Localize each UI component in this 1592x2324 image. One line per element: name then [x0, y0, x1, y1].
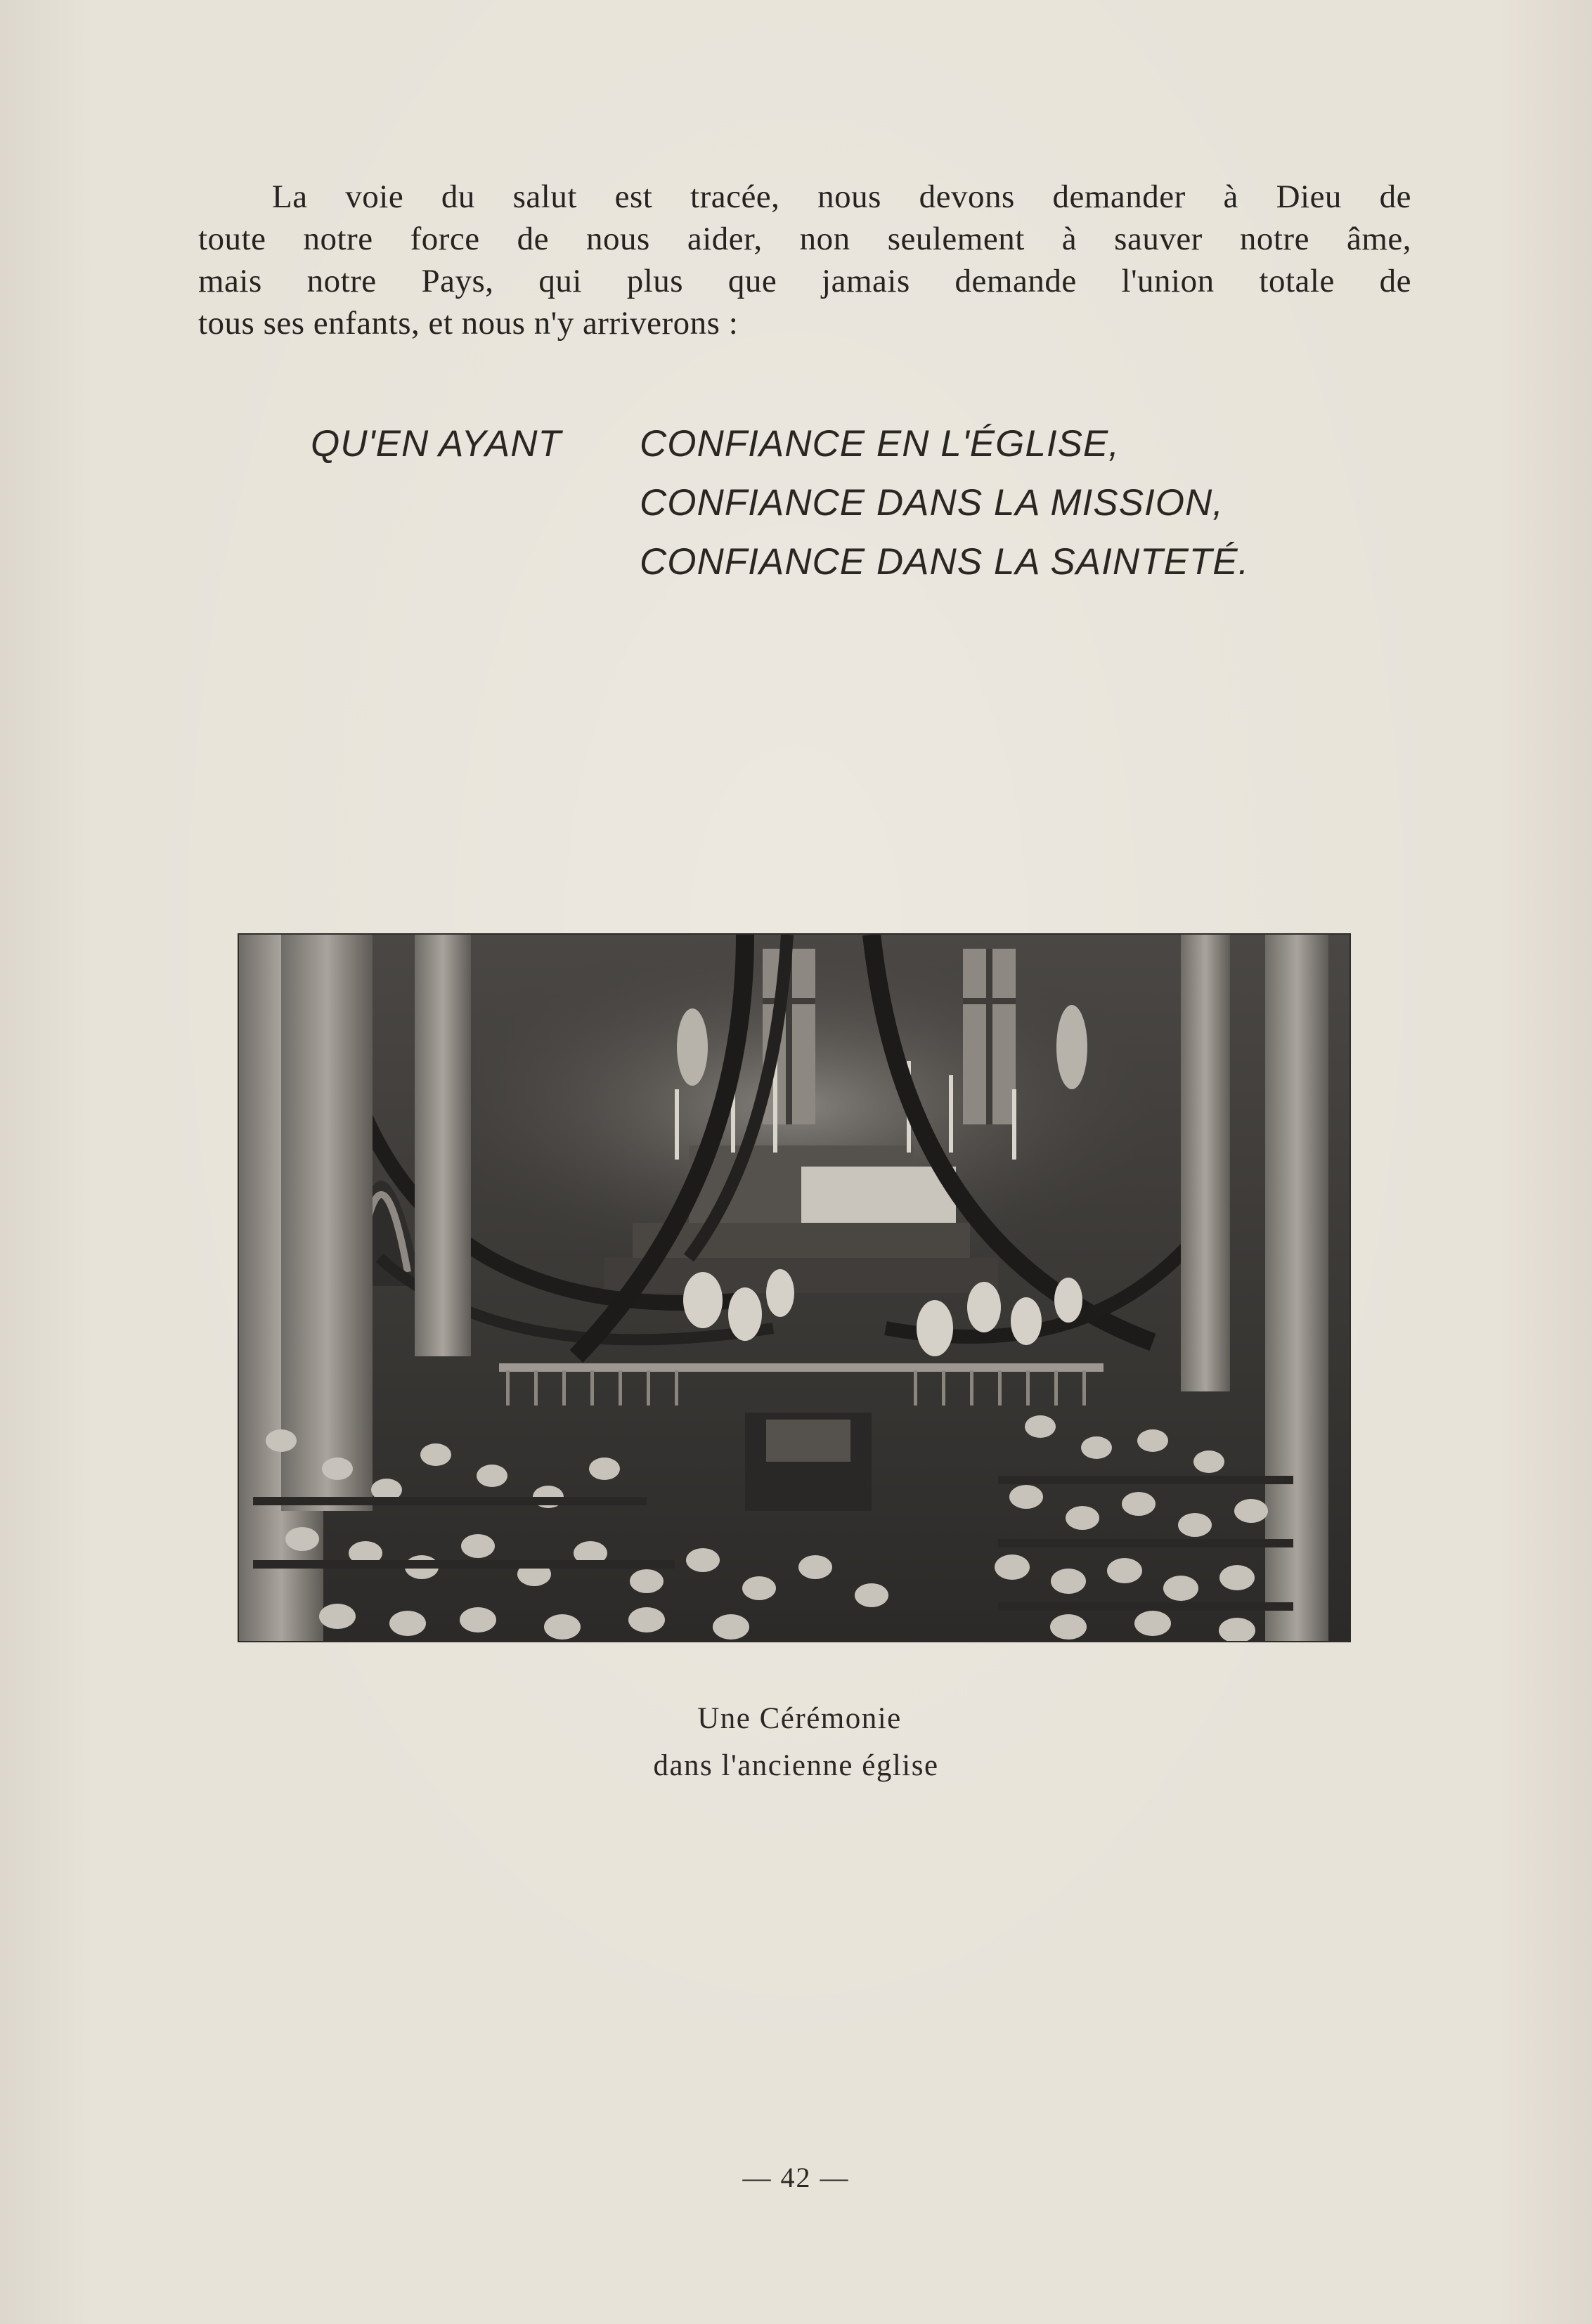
paragraph-line: mais notre Pays, qui plus que jamais demande l'union totale de — [198, 263, 1411, 299]
motto-block — [640, 415, 1249, 592]
motto-lead: QU'EN AYANT — [311, 423, 562, 465]
caption-line: dans l'ancienne église — [653, 1749, 939, 1782]
motto-line: CONFIANCE EN L'ÉGLISE, — [640, 423, 1120, 465]
photo-caption — [0, 1695, 1592, 1789]
church-ceremony-photo — [239, 935, 1350, 1641]
motto-line: CONFIANCE DANS LA MISSION, — [640, 482, 1224, 524]
motto-line: CONFIANCE DANS LA SAINTETÉ. — [640, 541, 1250, 583]
paragraph-line: tous ses enfants, et nous n'y arriverons : — [198, 305, 739, 342]
body-paragraph — [198, 176, 1411, 344]
caption-line: Une Cérémonie — [697, 1702, 902, 1735]
paragraph-line: La voie du salut est tracée, nous devons demander à Dieu de — [272, 178, 1411, 215]
paragraph-line: toute notre force de nous aider, non seulement à sauver notre âme, — [198, 221, 1411, 257]
page-number: — 42 — — [742, 2162, 850, 2193]
